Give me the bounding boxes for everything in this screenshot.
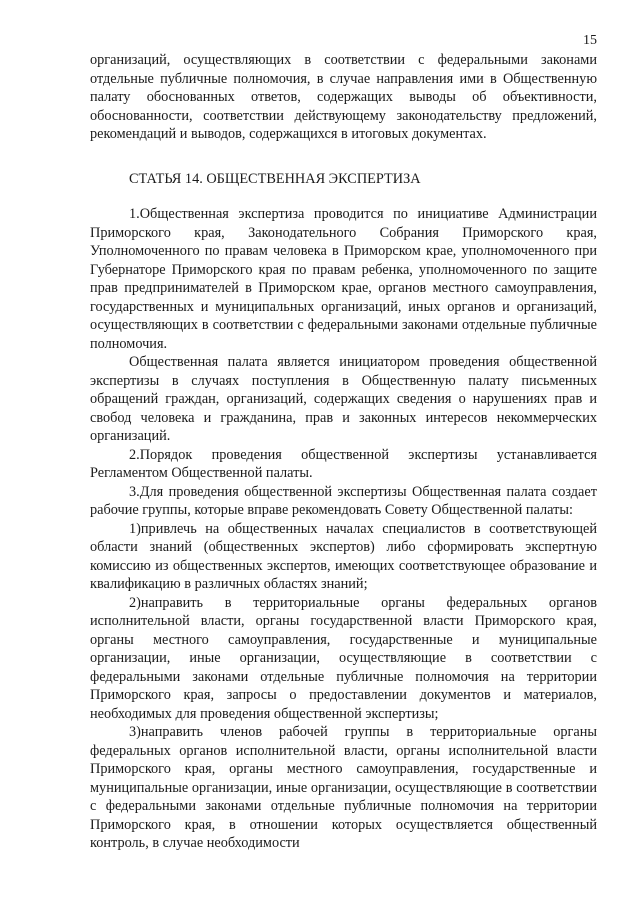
article-body	[90, 205, 597, 853]
article-title: СТАТЬЯ 14. ОБЩЕСТВЕННАЯ ЭКСПЕРТИЗА	[129, 171, 421, 187]
paragraph-3: 2.Порядок проведения общественной экспертизы устанавливается Регламентом Общественной палаты.	[90, 446, 597, 481]
continuation-paragraph: организаций, осуществляющих в соответствии с федеральными законами отдельные публичные полномочия, в случае направления ими в Общественную палату обоснованных ответов, содержащих выводы об объективности, обоснованности, соответствии действующему законодательству предложений, рекомендаций и выводов, содержащихся в итоговых документах.	[90, 52, 597, 142]
paragraph-2: Общественная палата является инициатором проведения общественной экспертизы в случаях поступления в Общественную палату письменных обращений граждан, организаций, содержащих сведения о нарушениях прав и свобод человека и гражданина, прав и законных интересов некоммерческих организаций.	[90, 354, 597, 444]
page-number: 15	[583, 33, 597, 48]
paragraph-4: 3.Для проведения общественной экспертизы Общественная палата создает рабочие группы, которые вправе рекомендовать Совету Общественной палаты:	[90, 483, 597, 518]
paragraph-5: 1)привлечь на общественных началах специалистов в соответствующей области знаний (общественных экспертов) либо сформировать экспертную комиссию из общественных экспертов, имеющих соответствующее образование и квалификацию в различных областях знаний;	[90, 520, 597, 592]
paragraph-6: 2)направить в территориальные органы федеральных органов исполнительной власти, органы государственной власти Приморского края, органы местного самоуправления, государственные и муниципальные организации, иные организации, осуществляющие в соответствии с федеральными законами отдельные публичные полномочия на территории Приморского края, запросы о предоставлении документов и материалов, необходимых для проведения общественной экспертизы;	[90, 594, 597, 722]
paragraph-1: 1.Общественная экспертиза проводится по инициативе Администрации Приморского края, Законодательного Собрания Приморского края, Уполномоченного по правам человека в Приморском крае, уполномоченного при Губернаторе Приморского края по правам ребенка, уполномоченного по защите прав предпринимателей в Приморском крае, органов местного самоуправления, государственных и муниципальных организаций, иных органов и организаций, осуществляющих в соответствии с федеральными законами отдельные публичные полномочия.	[90, 206, 597, 352]
paragraph-7: 3)направить членов рабочей группы в территориальные органы федеральных органов исполнительной власти, органы исполнительной власти Приморского края, органы местного самоуправления, государственные и муниципальные организации, иные организации, осуществляющие в соответствии с федеральными законами отдельные публичные полномочия на территории Приморского края, в отношении которых осуществляется общественный контроль, в случае необходимости	[90, 724, 597, 851]
